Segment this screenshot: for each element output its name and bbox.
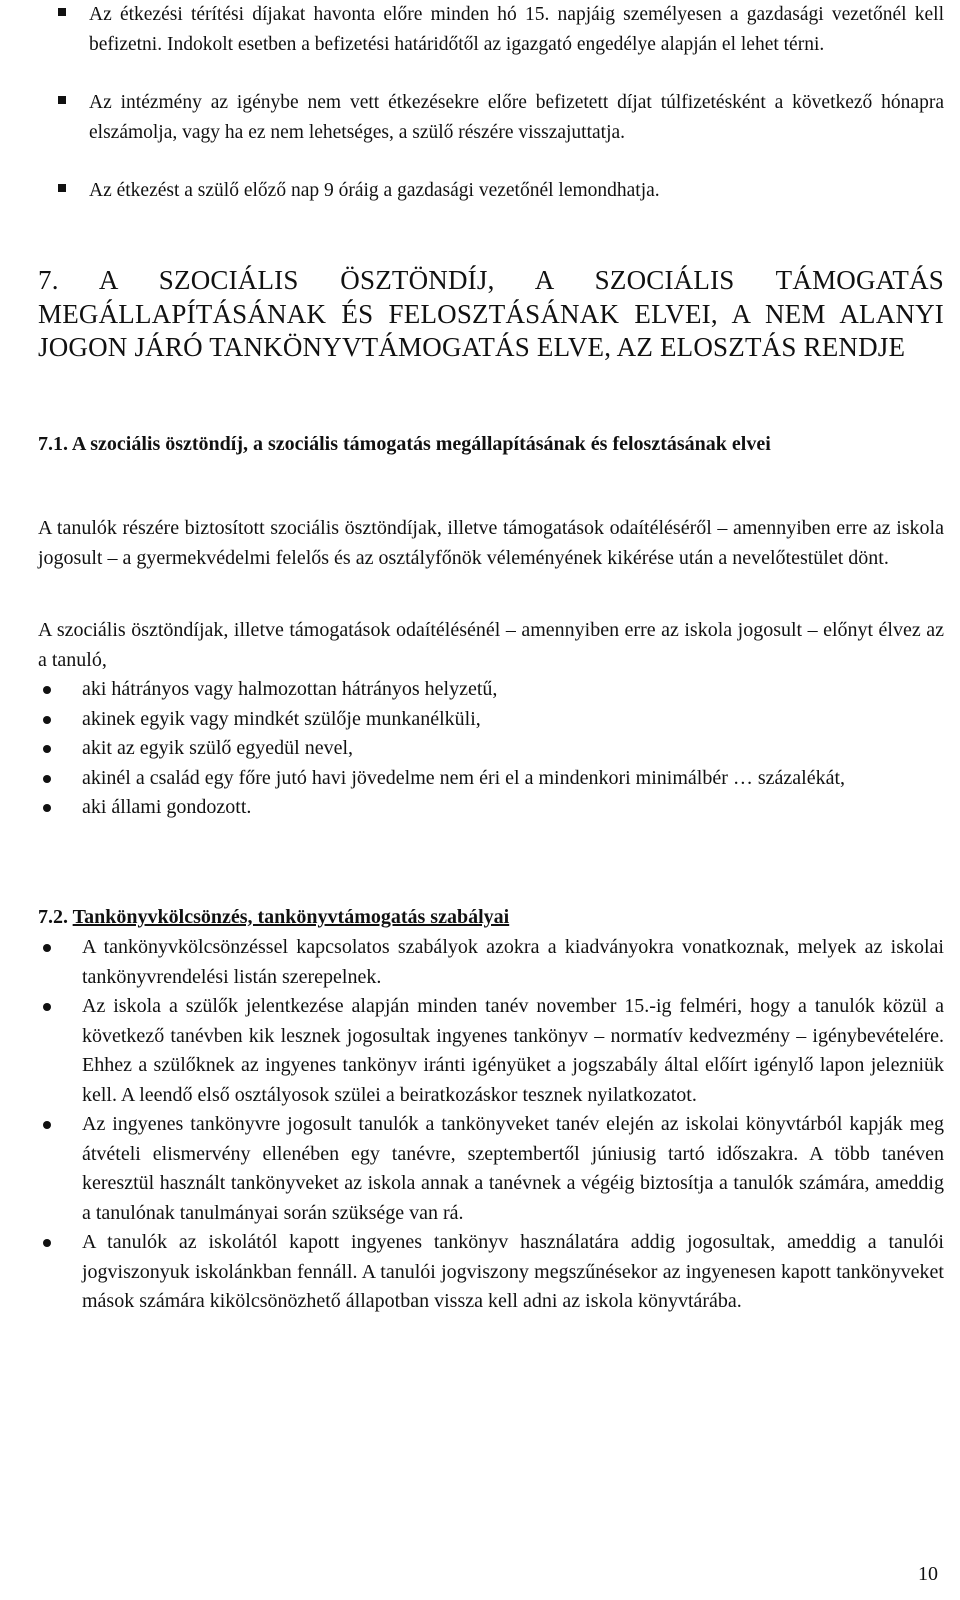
criterion-text: akinél a család egy főre jutó havi jövedelme nem éri el a mindenkori minimálbér … százalékát, [82, 766, 846, 789]
section-title: Tankönyvkölcsönzés, tankönyvtámogatás szabályai [72, 906, 510, 928]
section-number: 7.2. [38, 906, 68, 928]
textbook-rules-list [38, 933, 944, 1317]
list-item [0, 176, 960, 206]
criterion-text: akinek egyik vagy mindkét szülője munkanélküli, [82, 707, 481, 730]
list-item [38, 793, 944, 823]
square-bullet-icon [58, 96, 66, 104]
section-7-2-heading [38, 903, 509, 933]
square-bullet-icon [58, 8, 66, 16]
section-7-title: 7. A SZOCIÁLIS ÖSZTÖNDÍJ, A SZOCIÁLIS TÁMOGATÁS MEGÁLLAPÍTÁSÁNAK ÉS FELOSZTÁSÁNAK ELVEI, A NEM ALANYI JOGON JÁRÓ TANKÖNYVTÁMOGATÁS ELVE, AZ ELOSZTÁS RENDJE [38, 265, 944, 362]
list-item [38, 764, 944, 794]
bullet-icon [43, 804, 51, 812]
page-number: 10 [918, 1563, 938, 1585]
bullet-icon [43, 1239, 51, 1247]
bullet-icon [43, 716, 51, 724]
criterion-text: akit az egyik szülő egyedül nevel, [82, 737, 354, 759]
bullet-icon [43, 1121, 51, 1129]
meal-rule-text: Az intézmény az igénybe nem vett étkezésekre előre befizetett díjat túlfizetésként a következő hónapra elszámolja, vagy ha ez nem lehetséges, a szülő részére visszajuttatja. [89, 92, 944, 143]
bullet-icon [43, 775, 51, 783]
list-item [0, 0, 960, 59]
list-item [38, 705, 944, 735]
paragraph: A tanulók részére biztosított szociális ösztöndíjak, illetve támogatások odaítéléséről – amennyiben erre az iskola jogosult – a gyermekvédelmi felelős és az osztályfőnök véleményének kikérése után a nevelőtestület dönt. [38, 517, 944, 569]
meal-rule-text: Az étkezési térítési díjakat havonta előre minden hó 15. napjáig személyesen a gazdasági vezetőnél kell befizetni. Indokolt esetben a befizetési határidőtől az igazgató engedélye alapján el lehet térni. [89, 4, 944, 55]
list-item [0, 88, 960, 147]
rule-text: Az ingyenes tankönyvre jogosult tanulók a tankönyveket tanév elején az iskolai könyvtárból kapják meg átvételi elismervény ellenében egy tanévre, szeptembertől júniusig tartó időszakra. A több tanéven keresztül használt tankönyveket az iskola annak a tanévnek a végéig biztosítja a tanulók számára, ameddig a tanulónak tanulmányai során szüksége van rá. [82, 1113, 944, 1224]
section-7-1-heading [38, 430, 944, 460]
criterion-text: aki állami gondozott. [82, 796, 252, 818]
list-item [38, 675, 944, 705]
rule-text: Az iskola a szülők jelentkezése alapján minden tanév november 15.-ig felméri, hogy a tanulók közül a következő tanévben kik lesznek jogosultak ingyenes tankönyv – normatív kedvezmény – igénybevételére. Ehhez a szülőknek az ingyenes tankönyv iránti igényüket a jogszabály által előírt igénylő lapon jelezniük kell. A leendő első osztályosok szülei a beiratkozáskor tesznek nyilatkozatot. [82, 995, 944, 1106]
rule-text: A tankönyvkölcsönzéssel kapcsolatos szabályok azokra a kiadványokra vonatkoznak, melyek az iskolai tankönyvrendelési listán szerepelnek. [82, 936, 944, 988]
section-title: A szociális ösztöndíj, a szociális támogatás megállapításának és felosztásának elvei [71, 433, 771, 455]
list-item [38, 1110, 944, 1228]
square-bullet-icon [58, 184, 66, 192]
bullet-icon [43, 944, 51, 952]
list-item [38, 1228, 944, 1317]
list-item [38, 992, 944, 1110]
paragraph: A szociális ösztöndíjak, illetve támogatások odaítélésénél – amennyiben erre az iskola jogosult – előnyt élvez az a tanuló, [38, 619, 944, 671]
criterion-text: aki hátrányos vagy halmozottan hátrányos helyzetű, [82, 678, 498, 700]
criteria-list [38, 675, 944, 823]
list-item [38, 734, 944, 764]
bullet-icon [43, 745, 51, 753]
bullet-icon [43, 1003, 51, 1011]
section-number: 7.1. [38, 433, 68, 455]
rule-text: A tanulók az iskolától kapott ingyenes tankönyv használatára addig jogosultak, ameddig a tanulói jogviszonyuk iskolánkban fennáll. A tanulói jogviszony megszűnésekor az ingyenesen kapott tankönyveket mások számára kikölcsönözhető állapotban vissza kell adni az iskola könyvtárába. [82, 1231, 944, 1312]
meal-rule-text: Az étkezést a szülő előző nap 9 óráig a gazdasági vezetőnél lemondhatja. [89, 180, 660, 201]
bullet-icon [43, 686, 51, 694]
list-item [38, 933, 944, 992]
